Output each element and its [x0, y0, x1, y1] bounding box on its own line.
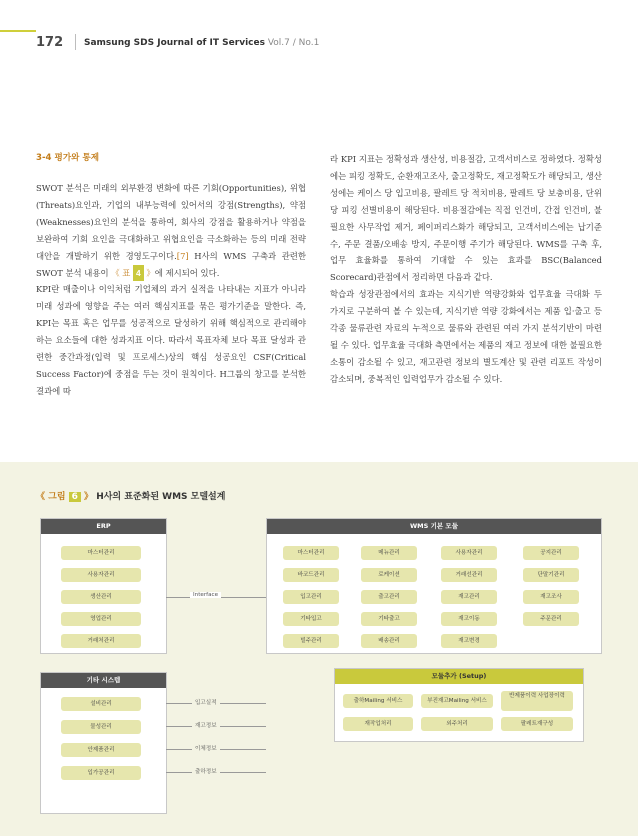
section-heading: 3-4 평가와 통제	[36, 153, 100, 163]
page-number: 172	[36, 35, 64, 50]
other-module: 물성관리	[61, 720, 141, 734]
figure-number: 6	[69, 492, 81, 502]
right-paragraph-2: 학습과 성장관점에서의 효과는 지식기반 역량강화와 업무효율 극대화 두 가지로 구분하여 볼 수 있는데, 지식기반 역량 강화에서는 제품 입·출고 등 각종 물류관련 자료의 누적으로 물류와 관련된 여러 가지 분석기반이 마련될 수 있다. 업무효율 극대화 측면에서는 제품의 재고 정보에 대한 불필요한 소통이 감소될 수 있고, 재고관련 정보의 별도계산 및 관련 리포트 작성이 감소되며, 중복적인 입력업무가 감소될 수 있다.	[330, 289, 602, 384]
setup-module: 외주처리	[421, 717, 493, 731]
erp-panel	[40, 518, 167, 654]
journal-name: Samsung SDS Journal of IT Services	[84, 38, 265, 48]
other-module: 설비관리	[61, 697, 141, 711]
setup-panel	[334, 668, 584, 742]
header-divider	[75, 34, 76, 50]
wms-module: 메뉴관리	[361, 546, 417, 560]
right-column	[330, 151, 602, 388]
wms-module: 입고관리	[283, 590, 339, 604]
wms-module: 거래선관리	[441, 568, 497, 582]
erp-module: 영업관리	[61, 612, 141, 626]
flow-label: 이체정보	[192, 744, 220, 752]
setup-module: 반제품이력 사업장이력	[501, 691, 573, 711]
wms-title: WMS 기본 모듈	[267, 519, 601, 534]
table-ref-open: 《 표	[111, 267, 134, 278]
table-ref-close: 》	[143, 267, 155, 278]
erp-title: ERP	[41, 519, 166, 534]
setup-module: 재작업처리	[343, 717, 413, 731]
right-paragraph-1: 라 KPI 지표는 정확성과 생산성, 비용절감, 고객서비스로 정하였다. 정확성에는 피킹 정확도, 순환재고조사, 출고정확도, 재고정확도가 해당되고, 생산성에는 케이스 당 입고비용, 팔레트 당 적치비용, 팔레트 당 보충비용, 단위당 피킹 선별비용이 해당된다. 비용절감에는 직접 인건비, 간접 인건비, 불필요한 사무작업 제거, 페이퍼리스화가 해당되고, 고객서비스에는 납기준수, 주문 결품/오배송 방지, 주문이행 주기가 해당된다. WMS를 구축 후, 업무 효율화를 통하여 기대할 수 있는 효과를 BSC(Balanced Scorecard)관점에서 정리하면 다음과 같다.	[330, 154, 602, 283]
setup-module: 팔레트재구성	[501, 717, 573, 731]
wms-module: 빌주관리	[283, 634, 339, 648]
wms-module: 로케이션	[361, 568, 417, 582]
wms-module: 재고변경	[441, 634, 497, 648]
wms-module: 기타입고	[283, 612, 339, 626]
wms-module: 마스터관리	[283, 546, 339, 560]
left-paragraph-1: SWOT 분석은 미래의 외부환경 변화에 따른 기회(Opportunities), 위협(Threats)요인과, 기업의 내부능력에 있어서의 강점(Strengths), 약점(Weaknesses)요인의 분석을 통하여, 회사의 강점을 활용하거나 약점을 보완하여 기회 요인을 극대화하고 위협요인을 극소화하는 등의 미래 전략대안을 개발하기 위한 경영도구이다.[7] H사의 WMS 구축과 관련한 SWOT 분석 내용이 《 표 4 》에 제시되어 있다.	[36, 180, 306, 281]
erp-module: 마스터관리	[61, 546, 141, 560]
wms-module: 배송관리	[361, 634, 417, 648]
wms-module: 사용자관리	[441, 546, 497, 560]
interface-label: Interface	[190, 592, 221, 598]
setup-module: 부진재고Mailing 서비스	[421, 694, 493, 708]
page-header	[0, 0, 638, 60]
journal-title	[84, 38, 319, 48]
header-accent-bar	[0, 30, 36, 32]
left-paragraph-2: KPI란 매출이나 이익처럼 기업체의 과거 실적을 나타내는 지표가 아니라 미래 성과에 영향을 주는 여러 핵심지표를 묶은 평가기준을 말한다. 즉, KPI는 목표 혹은 업무를 성공적으로 달성하기 위해 핵심적으로 관리해야 하는 요소들에 대한 성과지표 이다. 따라서 목표자체 보다 목표 달성과 관련한 중간과정(입력 및 프로세스)상의 핵심 성공요인 CSF(Critical Success Factor)에 중점을 두는 것이 원칙이다. H그룹의 창고를 분석한 결과에 따	[36, 284, 306, 396]
wms-module: 단말기관리	[523, 568, 579, 582]
wms-module: 기타출고	[361, 612, 417, 626]
citation: [7]	[176, 250, 189, 261]
wms-module: 주문관리	[523, 612, 579, 626]
wms-module: 공지관리	[523, 546, 579, 560]
setup-module: 출하Mailing 서비스	[343, 694, 413, 708]
wms-module: 출고관리	[361, 590, 417, 604]
flow-label: 출하정보	[192, 767, 220, 775]
other-module: 입가공관리	[61, 766, 141, 780]
erp-module: 거래처관리	[61, 634, 141, 648]
setup-title: 모듈추가 (Setup)	[335, 669, 583, 684]
wms-panel	[266, 518, 602, 654]
table-ref-number: 4	[133, 265, 144, 282]
flow-label: 입고실적	[192, 698, 220, 706]
erp-module: 생산관리	[61, 590, 141, 604]
wms-module: 재고관리	[441, 590, 497, 604]
journal-volume: Vol.7 / No.1	[267, 38, 320, 48]
wms-module: 재고조사	[523, 590, 579, 604]
other-module: 안제품관리	[61, 743, 141, 757]
other-systems-panel	[40, 672, 167, 814]
wms-module: 재고이동	[441, 612, 497, 626]
figure-caption: 《 그림 6 》 H사의 표준화된 WMS 모델설계	[36, 492, 226, 502]
other-systems-title: 기타 시스템	[41, 673, 166, 688]
left-column	[36, 180, 306, 400]
flow-label: 재고정보	[192, 721, 220, 729]
erp-module: 사용자관리	[61, 568, 141, 582]
wms-module: 바코드관리	[283, 568, 339, 582]
